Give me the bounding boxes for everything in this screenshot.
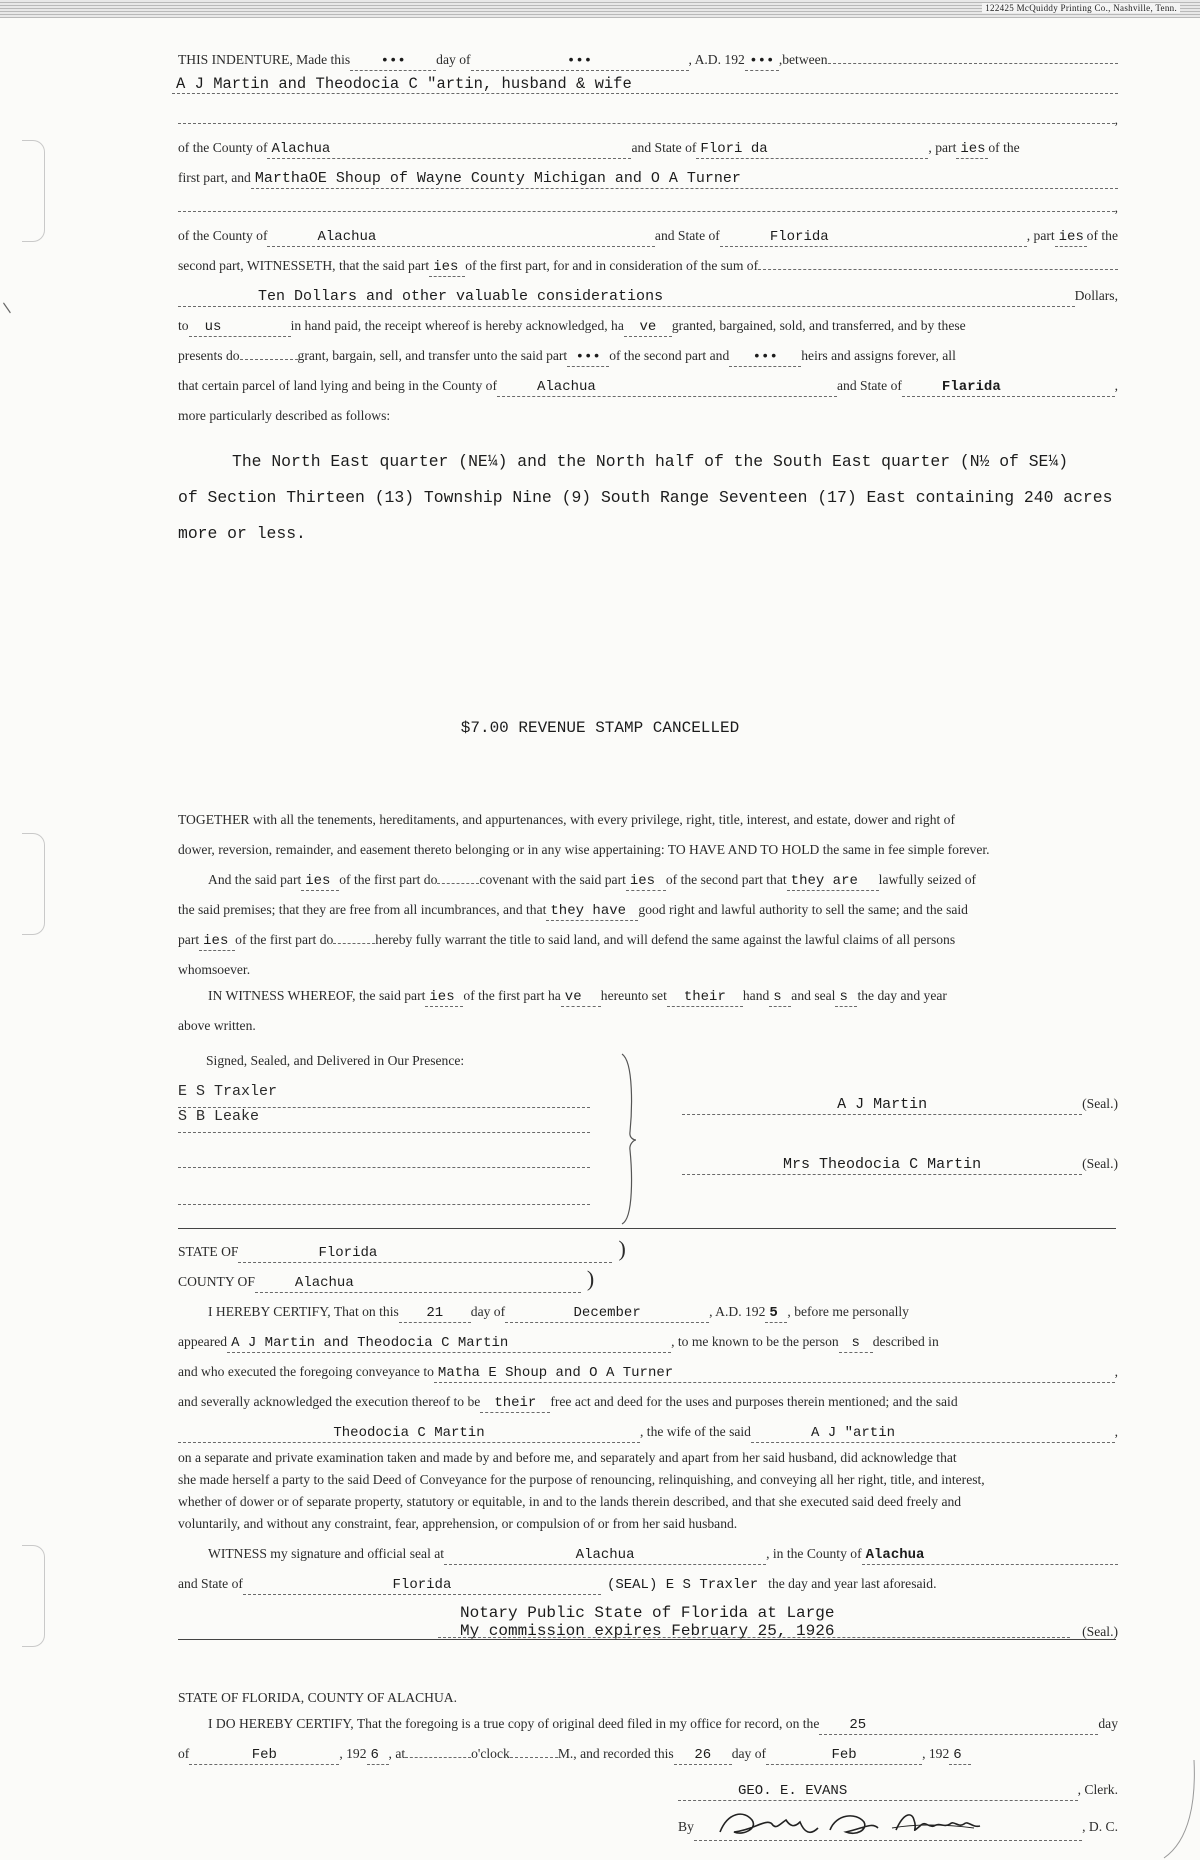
they-are-field: they are <box>787 872 879 891</box>
label-text: day of <box>470 1304 506 1319</box>
witness-signature-2: S B Leake <box>178 1108 590 1133</box>
receipt-line <box>178 311 1118 341</box>
label-text: and State of <box>178 1576 243 1591</box>
ack-year-field: 5 <box>765 1304 787 1323</box>
their-field: their <box>480 1394 550 1413</box>
label-text: first part, and <box>178 170 251 185</box>
text-line: on a separate and private examination taken and made by and before me, and separately and apart from her said husband, did acknowledge that <box>178 1450 957 1465</box>
label-text: , D. C. <box>1082 1819 1118 1834</box>
witness-whereof-line <box>178 981 1118 1011</box>
notary-signature-line <box>438 1619 1070 1638</box>
seal-label: (Seal.) <box>1082 1624 1118 1639</box>
appeared-field: A J Martin and Theodocia C Martin <box>227 1334 671 1353</box>
sum-field <box>758 251 1118 270</box>
part-suffix-field: ••• <box>567 348 609 367</box>
ack-line-5 <box>178 1417 1118 1447</box>
label-text: and State of <box>836 378 902 393</box>
label-text: presents do <box>178 348 240 363</box>
state-field-2: Florida <box>720 228 1027 247</box>
label-text: And the said part <box>208 872 302 887</box>
label-text: , A.D. 192 <box>688 52 745 67</box>
witness-signature-4 <box>178 1168 590 1205</box>
above-written-line <box>178 1011 1118 1037</box>
have-field: ve <box>561 988 601 1007</box>
label-text: and State of <box>654 228 720 243</box>
ack-county-field: Alachua <box>255 1274 581 1293</box>
part-suffix-field: ies <box>1055 228 1087 247</box>
seal-state-field: Florida <box>243 1576 601 1595</box>
heirs-field: ••• <box>729 348 801 367</box>
label-text: the day and year last aforesaid. <box>768 1576 937 1591</box>
signature-row-2 <box>682 1156 1118 1196</box>
label-text: of the <box>1086 228 1118 243</box>
indenture-block <box>178 45 1118 425</box>
label-text: and severally acknowledged the execution thereof to be <box>178 1394 481 1409</box>
label-text: part <box>178 932 200 947</box>
description-line-3: more or less. <box>178 524 306 543</box>
label-text: lawfully seized of <box>878 872 977 887</box>
label-text: and who executed the foregoing conveyance to <box>178 1364 434 1379</box>
label-text: described in <box>872 1334 939 1349</box>
label-text: of the County of <box>178 140 268 155</box>
label-text: to <box>178 318 189 333</box>
state-field-1: Flori da <box>696 140 928 159</box>
record-line-1 <box>178 1709 1118 1739</box>
signature-row-1 <box>682 1096 1118 1156</box>
label-text: grant, bargain, sell, and transfer unto the said part <box>297 348 568 363</box>
binder-hole-top <box>22 140 45 242</box>
notary-block <box>178 1599 1118 1643</box>
text-line: voluntarily, and without any constraint, fear, apprehension, or compulsion of or from her said husband. <box>178 1516 738 1531</box>
label-text: whomsoever. <box>178 962 251 977</box>
between-field <box>828 45 1119 64</box>
label-text: , before me personally <box>787 1304 909 1319</box>
signature-brace <box>620 1052 642 1226</box>
to-field: us <box>189 318 291 337</box>
they-have-field: they have <box>546 902 638 921</box>
presents-line <box>178 341 1118 371</box>
notary-title: Notary Public State of Florida at Large <box>460 1604 835 1622</box>
ack-witness-line <box>178 1539 1118 1569</box>
ack-month-field: December <box>505 1304 709 1323</box>
hour-field <box>405 1739 471 1758</box>
ack-line-1 <box>178 1297 1118 1327</box>
blank-line: , <box>178 105 1118 133</box>
brace-mark: ) <box>586 1266 595 1291</box>
deputy-signature-field <box>694 1810 1082 1841</box>
witness-signature-1: E S Traxler <box>178 1083 590 1108</box>
commission-expiry: My commission expires February 25, 1926 <box>460 1622 835 1640</box>
label-text: ,between <box>778 52 828 67</box>
margin-mark: / <box>0 301 16 316</box>
do-field <box>333 925 375 944</box>
label-text: covenant with the said part <box>479 872 626 887</box>
label-text: THIS INDENTURE, Made this <box>178 52 351 67</box>
filed-year-field: 6 <box>367 1746 389 1765</box>
ack-county-line <box>178 1267 1118 1297</box>
seal-label: (Seal.) <box>1082 1156 1118 1171</box>
record-line-2 <box>178 1739 1118 1769</box>
label-text: TOGETHER with all the tenements, hereditaments, and appurtenances, with every privilege, right, title, interest, and estate, dower and right of <box>178 812 956 827</box>
label-text: of <box>178 1746 190 1761</box>
county-line-1 <box>178 133 1118 163</box>
label-text: , 192 <box>922 1746 950 1761</box>
plural-field: s <box>835 988 857 1007</box>
part-suffix-field: ies <box>429 258 465 277</box>
label-text: Dollars, <box>1074 288 1118 303</box>
county-field-1: Alachua <box>267 140 631 159</box>
section-divider <box>178 1639 1116 1640</box>
legal-description <box>178 444 1162 552</box>
label-text: hereunto set <box>600 988 667 1003</box>
page-edge-curl <box>1160 1760 1200 1860</box>
label-text: of the first part do <box>235 932 334 947</box>
ack-state-field: Florida <box>238 1244 612 1263</box>
witness-column <box>178 1053 626 1205</box>
consideration-line <box>178 281 1118 311</box>
label-text: appeared <box>178 1334 228 1349</box>
label-text: good right and lawful authority to sell the same; and the said <box>638 902 968 917</box>
filed-month-field: Feb <box>189 1746 339 1765</box>
label-text: of the first part, for and in consideration of the sum of <box>465 258 759 273</box>
section-divider <box>178 1228 1116 1229</box>
grantors-field: A J Martin and Theodocia C "artin, husband & wife <box>172 75 1118 94</box>
label-text: of the County of <box>178 228 268 243</box>
plural-field: s <box>769 988 791 1007</box>
clerk-line <box>178 1775 1118 1805</box>
grantors-line <box>178 75 1118 105</box>
label-text: day <box>1098 1716 1118 1731</box>
label-text: that certain parcel of land lying and being in the County of <box>178 378 497 393</box>
label-text: of the first part do <box>339 872 438 887</box>
covenant-line-1 <box>178 865 1118 895</box>
grantor-signature-1: A J Martin <box>682 1096 1082 1115</box>
ack-state-line <box>178 1237 1118 1267</box>
do-field <box>437 865 479 884</box>
label-text: , the wife of the said <box>640 1424 751 1439</box>
label-text: IN WITNESS WHEREOF, the said part <box>208 988 426 1003</box>
label-text: the day and year <box>857 988 947 1003</box>
label-text: above written. <box>178 1018 256 1033</box>
consideration-field: Ten Dollars and other valuable considerations <box>178 288 1075 307</box>
label-text: COUNTY OF <box>178 1274 255 1289</box>
seal-county-field: Alachua <box>862 1546 1118 1565</box>
ack-line-4 <box>178 1387 1118 1417</box>
grantor-signature-2: Mrs Theodocia C Martin <box>682 1156 1082 1175</box>
label-text: of the second part that <box>665 872 787 887</box>
notary-typed-name: (SEAL) E S Traxler <box>606 1577 759 1593</box>
filed-day-field: 25 <box>819 1716 1098 1735</box>
binder-hole-bottom <box>22 1545 45 1647</box>
made-month-field: ••• <box>471 52 689 71</box>
label-text: , Clerk. <box>1077 1782 1118 1797</box>
wife-field: Theodocia C Martin <box>178 1424 640 1443</box>
record-heading <box>178 1683 1118 1709</box>
label-text: in hand paid, the receipt whereof is hereby acknowledged, ha <box>290 318 624 333</box>
do-field <box>240 341 298 360</box>
label-text: , in the County of <box>766 1546 862 1561</box>
label-text: , to me known to be the person <box>671 1334 839 1349</box>
have-field: ve <box>624 318 672 337</box>
part-suffix-field: ies <box>626 872 666 891</box>
described-line <box>178 401 1118 425</box>
label-text: hand <box>742 988 770 1003</box>
label-text: of the second part and <box>609 348 730 363</box>
label-text: o'clock <box>471 1746 510 1761</box>
deputy-clerk-line <box>178 1805 1118 1841</box>
county-line-2 <box>178 221 1118 251</box>
description-line-2: of Section Thirteen (13) Township Nine (9) South Range Seventeen (17) East containing 240 acres <box>178 488 1113 507</box>
label-text: day of <box>436 52 471 67</box>
label-text: , A.D. 192 <box>709 1304 766 1319</box>
witness-signature-3 <box>178 1133 590 1168</box>
covenant-line-3 <box>178 925 1118 955</box>
binder-hole-middle <box>22 833 45 935</box>
examination-text <box>178 1447 1118 1535</box>
am-pm-field <box>510 1739 558 1758</box>
state-field-3: Flarida <box>902 378 1115 397</box>
label-text: of the <box>988 140 1020 155</box>
ack-day-field: 21 <box>399 1304 471 1323</box>
label-text: , 192 <box>339 1746 367 1761</box>
recorded-month-field: Feb <box>766 1746 922 1765</box>
label-text: of the first part ha <box>463 988 561 1003</box>
printer-imprint: 122425 McQuiddy Printing Co., Nashville, Tenn. <box>982 3 1180 13</box>
label-text: I DO HEREBY CERTIFY, That the foregoing is a true copy of original deed filed in my office for record, on the <box>208 1716 820 1731</box>
deputy-clerk-signature <box>714 1806 1014 1840</box>
conveyed-to-field: Matha E Shoup and O A Turner <box>434 1364 1115 1383</box>
together-line-2 <box>178 835 1118 865</box>
label-text: day of <box>731 1746 767 1761</box>
description-line-1: The North East quarter (NE¼) and the North half of the South East quarter (N½ of SE¼) <box>232 452 1069 471</box>
grantees-field: MarthaOE Shoup of Wayne County Michigan and O A Turner <box>251 170 1118 189</box>
text-line: she made herself a party to the said Deed of Conveyance for the purpose of renouncing, relinquishing, and conveying all her right, title, and interest, <box>178 1472 985 1487</box>
their-field: their <box>667 988 743 1007</box>
label-text: STATE OF <box>178 1244 239 1259</box>
indenture-line-1 <box>178 45 1118 75</box>
part-suffix-field: ies <box>199 932 235 951</box>
part-suffix-field: ies <box>301 872 339 891</box>
label-text: M., and recorded this <box>557 1746 674 1761</box>
label-text: By <box>678 1819 694 1834</box>
recorded-year-field: 6 <box>949 1746 971 1765</box>
county-field-2: Alachua <box>267 228 654 247</box>
brace-mark: ) <box>618 1236 626 1261</box>
recording-block <box>178 1683 1118 1841</box>
part-suffix-field: ies <box>956 140 988 159</box>
grantees-line <box>178 163 1118 193</box>
blank-field <box>178 193 1115 212</box>
label-text: granted, bargained, sold, and transferred, and by these <box>671 318 966 333</box>
ack-line-3 <box>178 1357 1118 1387</box>
label-text: STATE OF FLORIDA, COUNTY OF ALACHUA. <box>178 1690 457 1705</box>
text-line: whether of dower or of separate property, statutory or equitable, in and to the lands therein described, and that she executed said deed freely and <box>178 1494 962 1509</box>
blank-line: , <box>178 193 1118 221</box>
seal-label: (Seal.) <box>1082 1096 1118 1111</box>
revenue-stamp-note: $7.00 REVENUE STAMP CANCELLED <box>460 719 740 737</box>
clerk-name-field: GEO. E. EVANS <box>678 1782 1078 1801</box>
label-text: , <box>1114 1424 1118 1439</box>
label-text: the said premises; that they are free from all incumbrances, and that <box>178 902 547 917</box>
parcel-line: that certain parcel of land lying and being in the County of Alachua and State of Flarida , <box>178 371 1118 401</box>
label-text: more particularly described as follows: <box>178 408 391 423</box>
label-text: , <box>1114 1364 1118 1379</box>
label-text: , at <box>388 1746 406 1761</box>
label-text: and seal <box>791 988 836 1003</box>
acknowledgment-block <box>178 1237 1118 1643</box>
recorded-day-field: 26 <box>674 1746 732 1765</box>
label-text: free act and deed for the uses and purposes therein mentioned; and the said <box>550 1394 958 1409</box>
ack-line-2 <box>178 1327 1118 1357</box>
label-text: , part <box>1026 228 1055 243</box>
covenant-line-4 <box>178 955 1118 981</box>
grantor-signatures <box>682 1096 1118 1196</box>
label-text: WITNESS my signature and official seal at <box>208 1546 445 1561</box>
witnesseth-line <box>178 251 1118 281</box>
ack-state-sign-line <box>178 1569 1118 1599</box>
blank-field <box>178 105 1115 124</box>
label-text: heirs and assigns forever, all <box>801 348 956 363</box>
presence-heading: Signed, Sealed, and Delivered in Our Presence: <box>206 1053 465 1068</box>
label-text: dower, reversion, remainder, and easement thereto belonging or in any wise appertaining: TO HAVE AND TO HOLD the same in fee simple forever. <box>178 842 990 857</box>
made-year-field: ••• <box>745 52 779 71</box>
county-field-3: Alachua <box>497 378 837 397</box>
label-text: I HEREBY CERTIFY, That on this <box>208 1304 399 1319</box>
seal-place-field: Alachua <box>444 1546 766 1565</box>
label-text: , part <box>928 140 957 155</box>
habendum-block <box>178 805 1118 1037</box>
label-text: hereby fully warrant the title to said land, and will defend the same against the lawful claims of all persons <box>375 932 956 947</box>
label-text: and State of <box>631 140 697 155</box>
covenant-line-2 <box>178 895 1118 925</box>
husband-field: A J "artin <box>751 1424 1115 1443</box>
label-text: second part, WITNESSETH, that the said part <box>178 258 430 273</box>
part-suffix-field: ies <box>425 988 463 1007</box>
made-day-field: ••• <box>350 52 436 71</box>
together-line <box>178 805 1118 835</box>
plural-field: s <box>839 1334 873 1353</box>
